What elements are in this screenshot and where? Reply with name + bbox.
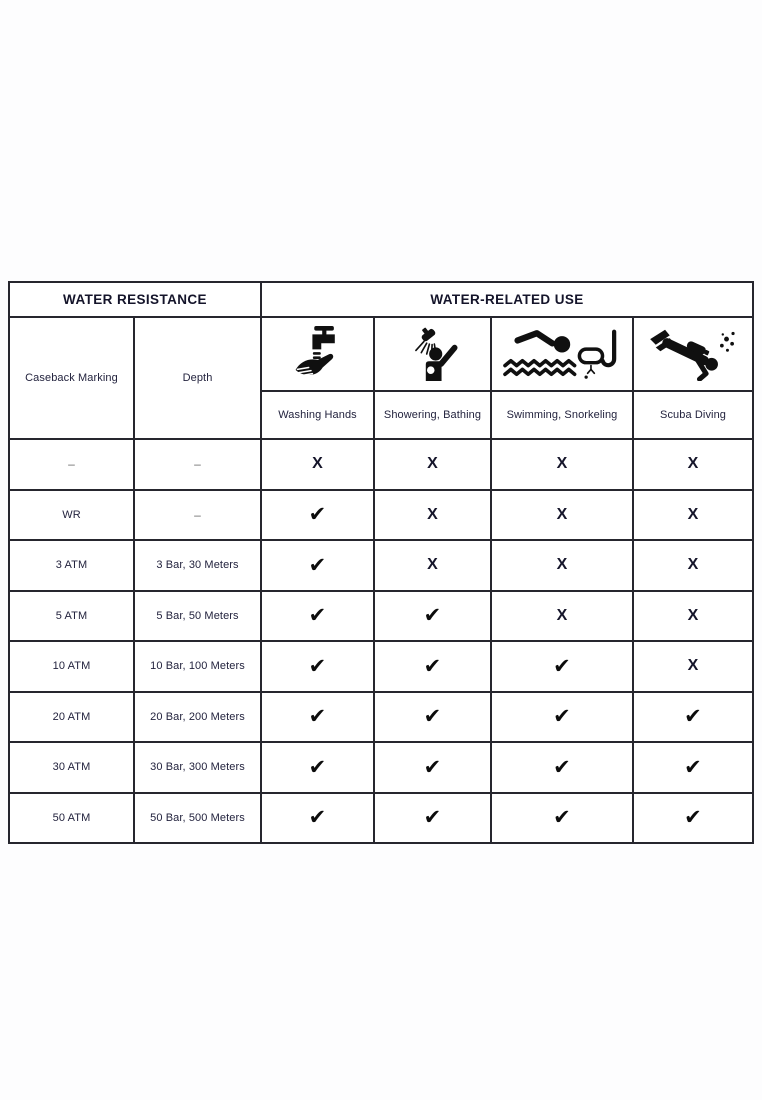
water-related-use-header: WATER-RELATED USE xyxy=(261,282,753,317)
depth-cell: – xyxy=(134,490,261,541)
caseback-marking-cell: 30 ATM xyxy=(9,742,134,793)
showering-bathing-label: Showering, Bathing xyxy=(374,391,491,439)
suitability-cell: X xyxy=(374,540,491,591)
suitability-cell: X xyxy=(633,540,753,591)
suitability-cell: X xyxy=(261,439,374,490)
table-row xyxy=(9,540,753,591)
washing-hands-icon xyxy=(261,317,374,391)
caseback-marking-header: Caseback Marking xyxy=(9,317,134,439)
caseback-marking-cell: 50 ATM xyxy=(9,793,134,844)
suitability-cell: ✔ xyxy=(374,641,491,692)
suitability-cell: ✔ xyxy=(261,793,374,844)
depth-header: Depth xyxy=(134,317,261,439)
suitability-cell: ✔ xyxy=(633,742,753,793)
suitability-cell: X xyxy=(491,540,633,591)
depth-cell: 50 Bar, 500 Meters xyxy=(134,793,261,844)
suitability-cell: ✔ xyxy=(261,591,374,642)
table-row xyxy=(9,692,753,743)
suitability-cell: ✔ xyxy=(261,641,374,692)
suitability-cell: ✔ xyxy=(261,742,374,793)
depth-cell: 5 Bar, 50 Meters xyxy=(134,591,261,642)
table-row xyxy=(9,742,753,793)
suitability-cell: ✔ xyxy=(491,742,633,793)
suitability-cell: X xyxy=(491,490,633,541)
water-resistance-header: WATER RESISTANCE xyxy=(9,282,261,317)
suitability-cell: ✔ xyxy=(491,793,633,844)
swimming-snorkeling-label: Swimming, Snorkeling xyxy=(491,391,633,439)
caseback-marking-cell: WR xyxy=(9,490,134,541)
suitability-cell: X xyxy=(633,591,753,642)
suitability-cell: ✔ xyxy=(633,793,753,844)
suitability-cell: ✔ xyxy=(261,490,374,541)
caseback-marking-cell: 10 ATM xyxy=(9,641,134,692)
table-row xyxy=(9,490,753,541)
suitability-cell: X xyxy=(633,439,753,490)
caseback-marking-cell: 3 ATM xyxy=(9,540,134,591)
scuba-diving-icon xyxy=(633,317,753,391)
activity-icon-row xyxy=(9,317,753,391)
suitability-cell: ✔ xyxy=(374,692,491,743)
table-body xyxy=(9,439,753,843)
swimming-snorkeling-icon xyxy=(491,317,633,391)
water-resistance-table xyxy=(8,281,754,844)
suitability-cell: ✔ xyxy=(261,540,374,591)
suitability-cell: ✔ xyxy=(261,692,374,743)
suitability-cell: X xyxy=(491,591,633,642)
suitability-cell: ✔ xyxy=(491,692,633,743)
suitability-cell: ✔ xyxy=(491,641,633,692)
suitability-cell: X xyxy=(633,490,753,541)
depth-cell: 3 Bar, 30 Meters xyxy=(134,540,261,591)
suitability-cell: X xyxy=(633,641,753,692)
suitability-cell: X xyxy=(374,439,491,490)
suitability-cell: ✔ xyxy=(374,793,491,844)
suitability-cell: X xyxy=(374,490,491,541)
caseback-marking-cell: – xyxy=(9,439,134,490)
washing-hands-label: Washing Hands xyxy=(261,391,374,439)
scuba-diving-label: Scuba Diving xyxy=(633,391,753,439)
table-row xyxy=(9,591,753,642)
showering-icon xyxy=(374,317,491,391)
depth-cell: 30 Bar, 300 Meters xyxy=(134,742,261,793)
suitability-cell: ✔ xyxy=(374,742,491,793)
table-row xyxy=(9,439,753,490)
table-row xyxy=(9,641,753,692)
suitability-cell: ✔ xyxy=(633,692,753,743)
table-title-row xyxy=(9,282,753,317)
suitability-cell: ✔ xyxy=(374,591,491,642)
suitability-cell: X xyxy=(491,439,633,490)
table-row xyxy=(9,793,753,844)
depth-cell: 10 Bar, 100 Meters xyxy=(134,641,261,692)
depth-cell: 20 Bar, 200 Meters xyxy=(134,692,261,743)
caseback-marking-cell: 20 ATM xyxy=(9,692,134,743)
depth-cell: – xyxy=(134,439,261,490)
caseback-marking-cell: 5 ATM xyxy=(9,591,134,642)
